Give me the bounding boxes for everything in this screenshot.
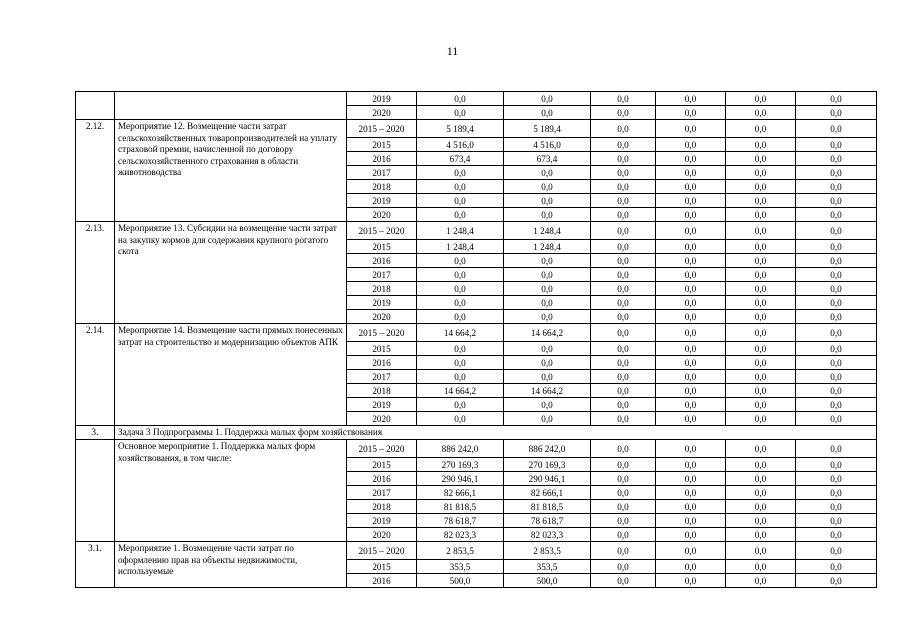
amount-cell: 0,0 bbox=[591, 500, 656, 514]
row-index: 2.13. bbox=[76, 222, 115, 324]
row-index: 3. bbox=[76, 426, 115, 440]
amount-cell: 0,0 bbox=[656, 166, 726, 180]
amount-cell: 0,0 bbox=[417, 92, 504, 106]
amount-cell: 0,0 bbox=[796, 240, 877, 254]
year-cell: 2017 bbox=[347, 486, 417, 500]
year-cell: 2018 bbox=[347, 282, 417, 296]
amount-cell: 0,0 bbox=[656, 384, 726, 398]
measure-description: Мероприятие 13. Субсидии на возмещение части затрат на закупку кормов для содержания крупного рогатого скота bbox=[115, 222, 347, 324]
amount-cell: 0,0 bbox=[656, 542, 726, 560]
amount-cell: 0,0 bbox=[796, 528, 877, 542]
amount-cell: 886 242,0 bbox=[417, 440, 504, 458]
amount-cell: 82 666,1 bbox=[417, 486, 504, 500]
amount-cell: 0,0 bbox=[656, 282, 726, 296]
amount-cell: 0,0 bbox=[796, 384, 877, 398]
amount-cell: 0,0 bbox=[726, 412, 796, 426]
amount-cell: 0,0 bbox=[417, 356, 504, 370]
amount-cell: 0,0 bbox=[656, 398, 726, 412]
amount-cell: 0,0 bbox=[656, 120, 726, 138]
amount-cell: 0,0 bbox=[796, 254, 877, 268]
amount-cell: 0,0 bbox=[656, 310, 726, 324]
year-cell: 2019 bbox=[347, 296, 417, 310]
amount-cell: 0,0 bbox=[726, 152, 796, 166]
amount-cell: 0,0 bbox=[656, 106, 726, 120]
year-cell: 2018 bbox=[347, 500, 417, 514]
year-cell: 2019 bbox=[347, 194, 417, 208]
year-cell: 2015 bbox=[347, 138, 417, 152]
amount-cell: 0,0 bbox=[726, 574, 796, 588]
amount-cell: 0,0 bbox=[796, 92, 877, 106]
amount-cell: 0,0 bbox=[726, 282, 796, 296]
year-cell: 2015 – 2020 bbox=[347, 542, 417, 560]
amount-cell: 0,0 bbox=[591, 384, 656, 398]
amount-cell: 78 618,7 bbox=[504, 514, 591, 528]
amount-cell: 0,0 bbox=[726, 268, 796, 282]
year-cell: 2016 bbox=[347, 152, 417, 166]
year-cell: 2016 bbox=[347, 472, 417, 486]
amount-cell: 0,0 bbox=[591, 92, 656, 106]
amount-cell: 0,0 bbox=[591, 356, 656, 370]
table-body bbox=[76, 92, 877, 588]
amount-cell: 0,0 bbox=[417, 106, 504, 120]
amount-cell: 0,0 bbox=[504, 296, 591, 310]
amount-cell: 0,0 bbox=[656, 514, 726, 528]
year-cell: 2015 – 2020 bbox=[347, 222, 417, 240]
amount-cell: 0,0 bbox=[796, 208, 877, 222]
measure-description: Мероприятие 1. Возмещение части затрат по оформлению прав на объекты недвижимости, используемые bbox=[115, 542, 347, 588]
amount-cell: 0,0 bbox=[504, 412, 591, 426]
amount-cell: 14 664,2 bbox=[504, 384, 591, 398]
amount-cell: 0,0 bbox=[656, 92, 726, 106]
amount-cell: 0,0 bbox=[591, 486, 656, 500]
amount-cell: 0,0 bbox=[796, 106, 877, 120]
amount-cell: 0,0 bbox=[796, 514, 877, 528]
table-row bbox=[76, 222, 877, 240]
amount-cell: 0,0 bbox=[417, 412, 504, 426]
amount-cell: 82 666,1 bbox=[504, 486, 591, 500]
amount-cell: 0,0 bbox=[796, 486, 877, 500]
amount-cell: 14 664,2 bbox=[417, 384, 504, 398]
amount-cell: 0,0 bbox=[656, 152, 726, 166]
amount-cell: 0,0 bbox=[726, 370, 796, 384]
amount-cell: 0,0 bbox=[504, 310, 591, 324]
year-cell: 2020 bbox=[347, 310, 417, 324]
amount-cell: 353,5 bbox=[504, 560, 591, 574]
amount-cell: 353,5 bbox=[417, 560, 504, 574]
amount-cell: 0,0 bbox=[417, 268, 504, 282]
amount-cell: 14 664,2 bbox=[504, 324, 591, 342]
amount-cell: 2 853,5 bbox=[417, 542, 504, 560]
measure-description: Мероприятие 12. Возмещение части затрат сельскохозяйственных товаропроизводителей на уплату страховой премии, начисленной по договору сельскохозяйственного страхования в области животноводства bbox=[115, 120, 347, 222]
year-cell: 2020 bbox=[347, 208, 417, 222]
year-cell: 2017 bbox=[347, 370, 417, 384]
amount-cell: 5 189,4 bbox=[504, 120, 591, 138]
amount-cell: 0,0 bbox=[591, 222, 656, 240]
table-row bbox=[76, 440, 877, 458]
task-title: Задача 3 Подпрограммы 1. Поддержка малых форм хозяйствования bbox=[115, 426, 877, 440]
amount-cell: 0,0 bbox=[726, 500, 796, 514]
amount-cell: 0,0 bbox=[417, 296, 504, 310]
amount-cell: 0,0 bbox=[656, 458, 726, 472]
amount-cell: 0,0 bbox=[591, 528, 656, 542]
table-row bbox=[76, 92, 877, 106]
amount-cell: 0,0 bbox=[726, 138, 796, 152]
amount-cell: 673,4 bbox=[417, 152, 504, 166]
amount-cell: 0,0 bbox=[796, 370, 877, 384]
amount-cell: 0,0 bbox=[656, 574, 726, 588]
amount-cell: 82 023,3 bbox=[504, 528, 591, 542]
amount-cell: 0,0 bbox=[591, 138, 656, 152]
amount-cell: 0,0 bbox=[796, 166, 877, 180]
amount-cell: 0,0 bbox=[726, 356, 796, 370]
amount-cell: 0,0 bbox=[504, 342, 591, 356]
amount-cell: 1 248,4 bbox=[504, 222, 591, 240]
year-cell: 2017 bbox=[347, 166, 417, 180]
amount-cell: 0,0 bbox=[726, 194, 796, 208]
amount-cell: 0,0 bbox=[504, 268, 591, 282]
amount-cell: 0,0 bbox=[656, 180, 726, 194]
amount-cell: 500,0 bbox=[504, 574, 591, 588]
measure-description: Мероприятие 14. Возмещение части прямых понесенных затрат на строительство и модернизацию объектов АПК bbox=[115, 324, 347, 426]
amount-cell: 270 169,3 bbox=[504, 458, 591, 472]
amount-cell: 0,0 bbox=[796, 440, 877, 458]
year-cell: 2015 bbox=[347, 342, 417, 356]
amount-cell: 0,0 bbox=[796, 268, 877, 282]
amount-cell: 0,0 bbox=[656, 194, 726, 208]
amount-cell: 0,0 bbox=[656, 240, 726, 254]
row-index bbox=[76, 440, 115, 542]
amount-cell: 0,0 bbox=[591, 268, 656, 282]
year-cell: 2019 bbox=[347, 398, 417, 412]
amount-cell: 0,0 bbox=[591, 282, 656, 296]
amount-cell: 0,0 bbox=[796, 560, 877, 574]
amount-cell: 0,0 bbox=[504, 166, 591, 180]
amount-cell: 81 818,5 bbox=[504, 500, 591, 514]
amount-cell: 0,0 bbox=[726, 472, 796, 486]
year-cell: 2019 bbox=[347, 514, 417, 528]
year-cell: 2016 bbox=[347, 254, 417, 268]
amount-cell: 0,0 bbox=[591, 560, 656, 574]
amount-cell: 14 664,2 bbox=[417, 324, 504, 342]
amount-cell: 0,0 bbox=[504, 370, 591, 384]
amount-cell: 0,0 bbox=[504, 282, 591, 296]
amount-cell: 0,0 bbox=[796, 180, 877, 194]
amount-cell: 0,0 bbox=[591, 458, 656, 472]
amount-cell: 0,0 bbox=[591, 152, 656, 166]
amount-cell: 290 946,1 bbox=[504, 472, 591, 486]
amount-cell: 0,0 bbox=[591, 542, 656, 560]
year-cell: 2018 bbox=[347, 384, 417, 398]
amount-cell: 0,0 bbox=[591, 240, 656, 254]
amount-cell: 0,0 bbox=[417, 282, 504, 296]
amount-cell: 0,0 bbox=[796, 222, 877, 240]
amount-cell: 0,0 bbox=[796, 412, 877, 426]
amount-cell: 0,0 bbox=[656, 208, 726, 222]
amount-cell: 0,0 bbox=[796, 120, 877, 138]
amount-cell: 0,0 bbox=[726, 296, 796, 310]
year-cell: 2015 bbox=[347, 458, 417, 472]
amount-cell: 0,0 bbox=[591, 342, 656, 356]
amount-cell: 0,0 bbox=[417, 398, 504, 412]
amount-cell: 500,0 bbox=[417, 574, 504, 588]
amount-cell: 673,4 bbox=[504, 152, 591, 166]
amount-cell: 0,0 bbox=[591, 398, 656, 412]
amount-cell: 0,0 bbox=[591, 254, 656, 268]
amount-cell: 0,0 bbox=[796, 138, 877, 152]
amount-cell: 0,0 bbox=[656, 296, 726, 310]
row-index: 3.1. bbox=[76, 542, 115, 588]
year-cell: 2020 bbox=[347, 528, 417, 542]
amount-cell: 0,0 bbox=[417, 370, 504, 384]
amount-cell: 0,0 bbox=[504, 106, 591, 120]
amount-cell: 0,0 bbox=[656, 324, 726, 342]
amount-cell: 0,0 bbox=[796, 398, 877, 412]
amount-cell: 0,0 bbox=[726, 208, 796, 222]
amount-cell: 0,0 bbox=[656, 412, 726, 426]
amount-cell: 0,0 bbox=[656, 222, 726, 240]
amount-cell: 0,0 bbox=[417, 194, 504, 208]
amount-cell: 0,0 bbox=[726, 92, 796, 106]
amount-cell: 0,0 bbox=[796, 194, 877, 208]
table-row bbox=[76, 120, 877, 138]
amount-cell: 0,0 bbox=[591, 440, 656, 458]
amount-cell: 0,0 bbox=[591, 412, 656, 426]
amount-cell: 0,0 bbox=[726, 310, 796, 324]
amount-cell: 0,0 bbox=[591, 106, 656, 120]
amount-cell: 0,0 bbox=[796, 574, 877, 588]
amount-cell: 0,0 bbox=[591, 324, 656, 342]
row-index bbox=[76, 92, 115, 120]
amount-cell: 5 189,4 bbox=[417, 120, 504, 138]
year-cell: 2019 bbox=[347, 92, 417, 106]
amount-cell: 0,0 bbox=[504, 92, 591, 106]
amount-cell: 0,0 bbox=[726, 560, 796, 574]
amount-cell: 0,0 bbox=[656, 268, 726, 282]
amount-cell: 0,0 bbox=[726, 324, 796, 342]
amount-cell: 886 242,0 bbox=[504, 440, 591, 458]
year-cell: 2020 bbox=[347, 412, 417, 426]
amount-cell: 0,0 bbox=[504, 254, 591, 268]
amount-cell: 0,0 bbox=[796, 500, 877, 514]
table-row bbox=[76, 542, 877, 560]
amount-cell: 290 946,1 bbox=[417, 472, 504, 486]
row-index: 2.12. bbox=[76, 120, 115, 222]
amount-cell: 0,0 bbox=[656, 138, 726, 152]
amount-cell: 0,0 bbox=[591, 194, 656, 208]
amount-cell: 0,0 bbox=[726, 486, 796, 500]
amount-cell: 1 248,4 bbox=[504, 240, 591, 254]
year-cell: 2015 bbox=[347, 240, 417, 254]
amount-cell: 0,0 bbox=[726, 542, 796, 560]
amount-cell: 0,0 bbox=[796, 472, 877, 486]
amount-cell: 0,0 bbox=[726, 514, 796, 528]
amount-cell: 81 818,5 bbox=[417, 500, 504, 514]
amount-cell: 0,0 bbox=[656, 254, 726, 268]
amount-cell: 0,0 bbox=[726, 440, 796, 458]
amount-cell: 0,0 bbox=[726, 458, 796, 472]
amount-cell: 0,0 bbox=[726, 222, 796, 240]
amount-cell: 0,0 bbox=[656, 500, 726, 514]
year-cell: 2020 bbox=[347, 106, 417, 120]
amount-cell: 0,0 bbox=[504, 180, 591, 194]
amount-cell: 0,0 bbox=[796, 542, 877, 560]
task-heading-row bbox=[76, 426, 877, 440]
amount-cell: 0,0 bbox=[656, 528, 726, 542]
amount-cell: 0,0 bbox=[656, 356, 726, 370]
amount-cell: 2 853,5 bbox=[504, 542, 591, 560]
amount-cell: 0,0 bbox=[504, 398, 591, 412]
amount-cell: 0,0 bbox=[796, 310, 877, 324]
amount-cell: 0,0 bbox=[591, 370, 656, 384]
amount-cell: 0,0 bbox=[591, 472, 656, 486]
amount-cell: 0,0 bbox=[726, 240, 796, 254]
amount-cell: 0,0 bbox=[656, 342, 726, 356]
amount-cell: 1 248,4 bbox=[417, 222, 504, 240]
amount-cell: 0,0 bbox=[726, 180, 796, 194]
amount-cell: 0,0 bbox=[656, 370, 726, 384]
amount-cell: 0,0 bbox=[796, 342, 877, 356]
amount-cell: 0,0 bbox=[656, 440, 726, 458]
year-cell: 2017 bbox=[347, 268, 417, 282]
amount-cell: 0,0 bbox=[726, 528, 796, 542]
amount-cell: 0,0 bbox=[504, 194, 591, 208]
amount-cell: 270 169,3 bbox=[417, 458, 504, 472]
page-number: 11 bbox=[446, 44, 459, 58]
amount-cell: 0,0 bbox=[591, 208, 656, 222]
budget-table bbox=[75, 91, 877, 588]
row-index: 2.14. bbox=[76, 324, 115, 426]
amount-cell: 0,0 bbox=[417, 342, 504, 356]
amount-cell: 0,0 bbox=[796, 282, 877, 296]
amount-cell: 0,0 bbox=[656, 472, 726, 486]
amount-cell: 0,0 bbox=[591, 310, 656, 324]
amount-cell: 0,0 bbox=[591, 514, 656, 528]
amount-cell: 0,0 bbox=[417, 254, 504, 268]
amount-cell: 1 248,4 bbox=[417, 240, 504, 254]
amount-cell: 0,0 bbox=[591, 180, 656, 194]
amount-cell: 0,0 bbox=[591, 296, 656, 310]
amount-cell: 0,0 bbox=[726, 384, 796, 398]
amount-cell: 0,0 bbox=[417, 166, 504, 180]
year-cell: 2015 bbox=[347, 560, 417, 574]
amount-cell: 0,0 bbox=[417, 310, 504, 324]
amount-cell: 82 023,3 bbox=[417, 528, 504, 542]
amount-cell: 0,0 bbox=[417, 208, 504, 222]
amount-cell: 0,0 bbox=[591, 574, 656, 588]
year-cell: 2016 bbox=[347, 574, 417, 588]
amount-cell: 0,0 bbox=[796, 356, 877, 370]
amount-cell: 0,0 bbox=[726, 120, 796, 138]
amount-cell: 0,0 bbox=[504, 208, 591, 222]
amount-cell: 0,0 bbox=[726, 254, 796, 268]
amount-cell: 0,0 bbox=[796, 458, 877, 472]
table-row bbox=[76, 324, 877, 342]
amount-cell: 0,0 bbox=[656, 486, 726, 500]
year-cell: 2016 bbox=[347, 356, 417, 370]
measure-description bbox=[115, 92, 347, 120]
amount-cell: 4 516,0 bbox=[417, 138, 504, 152]
measure-description: Основное мероприятие 1. Поддержка малых форм хозяйствования, в том числе: bbox=[115, 440, 347, 542]
amount-cell: 0,0 bbox=[726, 166, 796, 180]
year-cell: 2015 – 2020 bbox=[347, 120, 417, 138]
amount-cell: 0,0 bbox=[726, 342, 796, 356]
amount-cell: 0,0 bbox=[796, 296, 877, 310]
year-cell: 2015 – 2020 bbox=[347, 324, 417, 342]
amount-cell: 0,0 bbox=[726, 106, 796, 120]
amount-cell: 78 618,7 bbox=[417, 514, 504, 528]
amount-cell: 0,0 bbox=[504, 356, 591, 370]
amount-cell: 0,0 bbox=[796, 324, 877, 342]
amount-cell: 0,0 bbox=[591, 120, 656, 138]
amount-cell: 4 516,0 bbox=[504, 138, 591, 152]
amount-cell: 0,0 bbox=[591, 166, 656, 180]
amount-cell: 0,0 bbox=[417, 180, 504, 194]
amount-cell: 0,0 bbox=[796, 152, 877, 166]
year-cell: 2018 bbox=[347, 180, 417, 194]
year-cell: 2015 – 2020 bbox=[347, 440, 417, 458]
amount-cell: 0,0 bbox=[726, 398, 796, 412]
amount-cell: 0,0 bbox=[656, 560, 726, 574]
